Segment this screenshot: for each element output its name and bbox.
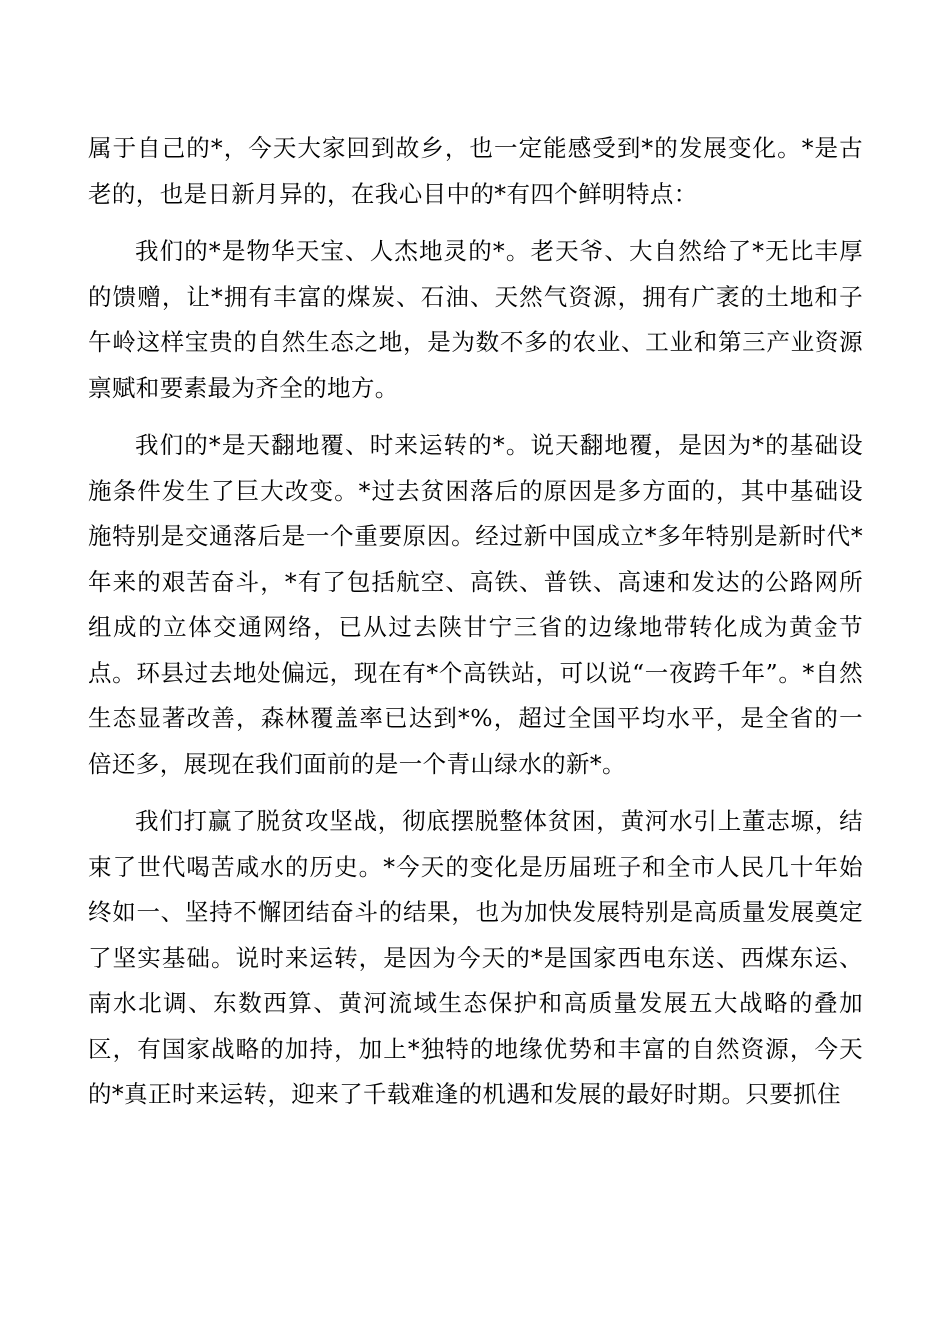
paragraph-4: 我们打赢了脱贫攻坚战，彻底摆脱整体贫困，黄河水引上董志塬，结束了世代喝苦咸水的历史。*今天的变化是历届班子和全市人民几十年始终如一、坚持不懈团结奋斗的结果，也为加快发展特别是高质量发展奠定了坚实基础。说时来运转，是因为今天的*是国家西电东送、西煤东运、南水北调、东数西算、黄河流域生态保护和高质量发展五大战略的叠加区，有国家战略的加持，加上*独特的地缘优势和丰富的自然资源，今天的*真正时来运转，迎来了千载难逢的机遇和发展的最好时期。只要抓住 (88, 807, 863, 1108)
document-body (88, 126, 863, 1130)
paragraph-2: 我们的*是物华天宝、人杰地灵的*。老天爷、大自然给了*无比丰厚的馈赠，让*拥有丰富的煤炭、石油、天然气资源，拥有广袤的土地和子午岭这样宝贵的自然生态之地，是为数不多的农业、工业和第三产业资源禀赋和要素最为齐全的地方。 (88, 237, 863, 402)
paragraph-3: 我们的*是天翻地覆、时来运转的*。说天翻地覆，是因为*的基础设施条件发生了巨大改变。*过去贫困落后的原因是多方面的，其中基础设施特别是交通落后是一个重要原因。经过新中国成立*多年特别是新时代*年来的艰苦奋斗，*有了包括航空、高铁、普铁、高速和发达的公路网所组成的立体交通网络，已从过去陕甘宁三省的边缘地带转化成为黄金节点。环县过去地处偏远，现在有*个高铁站，可以说“一夜跨千年”。*自然生态显著改善，森林覆盖率已达到*%，超过全国平均水平，是全省的一倍还多，展现在我们面前的是一个青山绿水的新*。 (88, 431, 863, 778)
paragraph-1: 属于自己的*，今天大家回到故乡，也一定能感受到*的发展变化。*是古老的，也是日新月异的，在我心目中的*有四个鲜明特点： (88, 134, 863, 208)
